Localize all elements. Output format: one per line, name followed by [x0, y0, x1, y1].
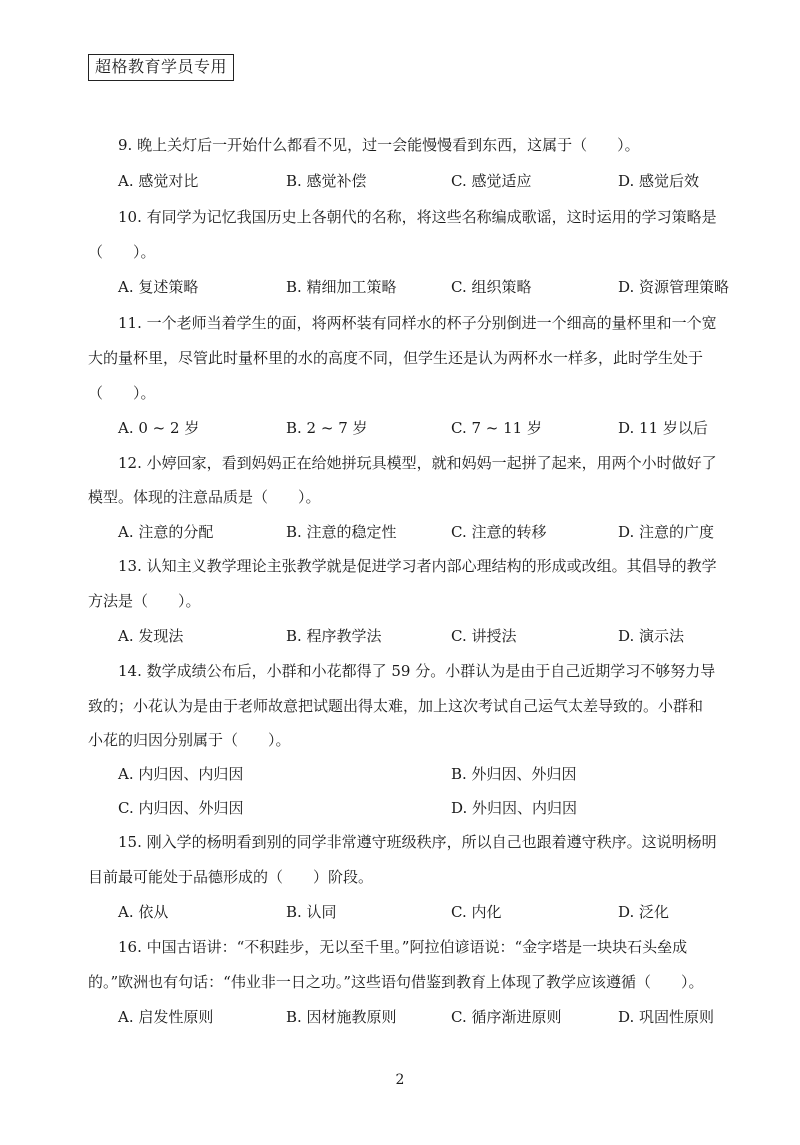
question-14-options-row-1	[118, 763, 758, 785]
question-14-line-3: 小花的归因分别属于（ ）。	[88, 731, 291, 749]
option-a: A. 0 ~ 2 岁	[118, 419, 200, 437]
option-b: B. 因材施教原则	[286, 1008, 397, 1026]
option-b: B. 外归因、外归因	[451, 765, 577, 783]
option-d: D. 演示法	[618, 627, 685, 645]
question-16-line-2: 的。”欧洲也有句话：“伟业非一日之功。”这些语句借鉴到教育上体现了教学应该遵循（ ）。	[88, 973, 704, 991]
question-11-line-2: 大的量杯里，尽管此时量杯里的水的高度不同，但学生还是认为两杯水一样多，此时学生处于	[88, 349, 704, 367]
question-11-options	[118, 417, 758, 439]
question-12-line-1: 12. 小婷回家，看到妈妈正在给她拼玩具模型，就和妈妈一起拼了起来，用两个小时做好了	[118, 454, 717, 472]
option-c: C. 组织策略	[451, 278, 532, 296]
option-c: C. 感觉适应	[451, 172, 532, 190]
option-c: C. 注意的转移	[451, 523, 547, 541]
option-b: B. 精细加工策略	[286, 278, 397, 296]
option-d: D. 资源管理策略	[618, 278, 730, 296]
option-b: B. 感觉补偿	[286, 172, 367, 190]
option-a: A. 内归因、内归因	[118, 765, 244, 783]
question-14-line-1: 14. 数学成绩公布后，小群和小花都得了 59 分。小群认为是由于自己近期学习不够努力导	[118, 662, 716, 680]
question-15-line-1: 15. 刚入学的杨明看到别的同学非常遵守班级秩序，所以自己也跟着遵守秩序。这说明杨明	[118, 833, 717, 851]
option-d: D. 11 岁以后	[618, 419, 708, 437]
question-10-line-2: （ ）。	[88, 243, 156, 261]
question-16-options	[118, 1006, 758, 1028]
option-a: A. 感觉对比	[118, 172, 199, 190]
watermark-label: 超格教育学员专用	[88, 54, 234, 81]
question-14-options-row-2	[118, 797, 758, 819]
option-a: A. 依从	[118, 903, 169, 921]
option-c: C. 7 ~ 11 岁	[451, 419, 542, 437]
question-12-options	[118, 521, 758, 543]
option-d: D. 外归因、内归因	[451, 799, 578, 817]
option-a: A. 发现法	[118, 627, 184, 645]
question-11-line-3: （ ）。	[88, 384, 156, 402]
option-c: C. 讲授法	[451, 627, 517, 645]
question-15-line-2: 目前最可能处于品德形成的（ ）阶段。	[88, 868, 374, 886]
question-16-line-1: 16. 中国古语讲：“不积跬步，无以至千里。”阿拉伯谚语说：“金字塔是一块块石头垒成	[118, 938, 688, 956]
option-b: B. 2 ~ 7 岁	[286, 419, 368, 437]
option-a: A. 复述策略	[118, 278, 199, 296]
question-9-line-1: 9. 晚上关灯后一开始什么都看不见，过一会能慢慢看到东西，这属于（ ）。	[118, 136, 640, 154]
option-a: A. 启发性原则	[118, 1008, 214, 1026]
option-b: B. 认同	[286, 903, 337, 921]
question-10-options	[118, 276, 758, 298]
option-b: B. 注意的稳定性	[286, 523, 397, 541]
question-14-line-2: 致的；小花认为是由于老师故意把试题出得太难，加上这次考试自己运气太差导致的。小群和	[88, 697, 704, 715]
option-b: B. 程序教学法	[286, 627, 382, 645]
option-d: D. 感觉后效	[618, 172, 700, 190]
option-c: C. 内归因、外归因	[118, 799, 244, 817]
question-10-line-1: 10. 有同学为记忆我国历史上各朝代的名称，将这些名称编成歌谣，这时运用的学习策略是	[118, 208, 717, 226]
option-d: D. 巩固性原则	[618, 1008, 715, 1026]
question-13-options	[118, 625, 758, 647]
question-15-options	[118, 901, 758, 923]
option-d: D. 泛化	[618, 903, 670, 921]
question-12-line-2: 模型。体现的注意品质是（ ）。	[88, 488, 321, 506]
page-number: 2	[395, 1072, 405, 1088]
question-13-line-2: 方法是（ ）。	[88, 592, 201, 610]
question-13-line-1: 13. 认知主义教学理论主张教学就是促进学习者内部心理结构的形成或改组。其倡导的教学	[118, 557, 717, 575]
question-11-line-1: 11. 一个老师当着学生的面，将两杯装有同样水的杯子分别倒进一个细高的量杯里和一个宽	[118, 314, 717, 332]
question-9-options	[118, 170, 758, 192]
option-d: D. 注意的广度	[618, 523, 715, 541]
option-c: C. 内化	[451, 903, 502, 921]
option-c: C. 循序渐进原则	[451, 1008, 562, 1026]
option-a: A. 注意的分配	[118, 523, 214, 541]
